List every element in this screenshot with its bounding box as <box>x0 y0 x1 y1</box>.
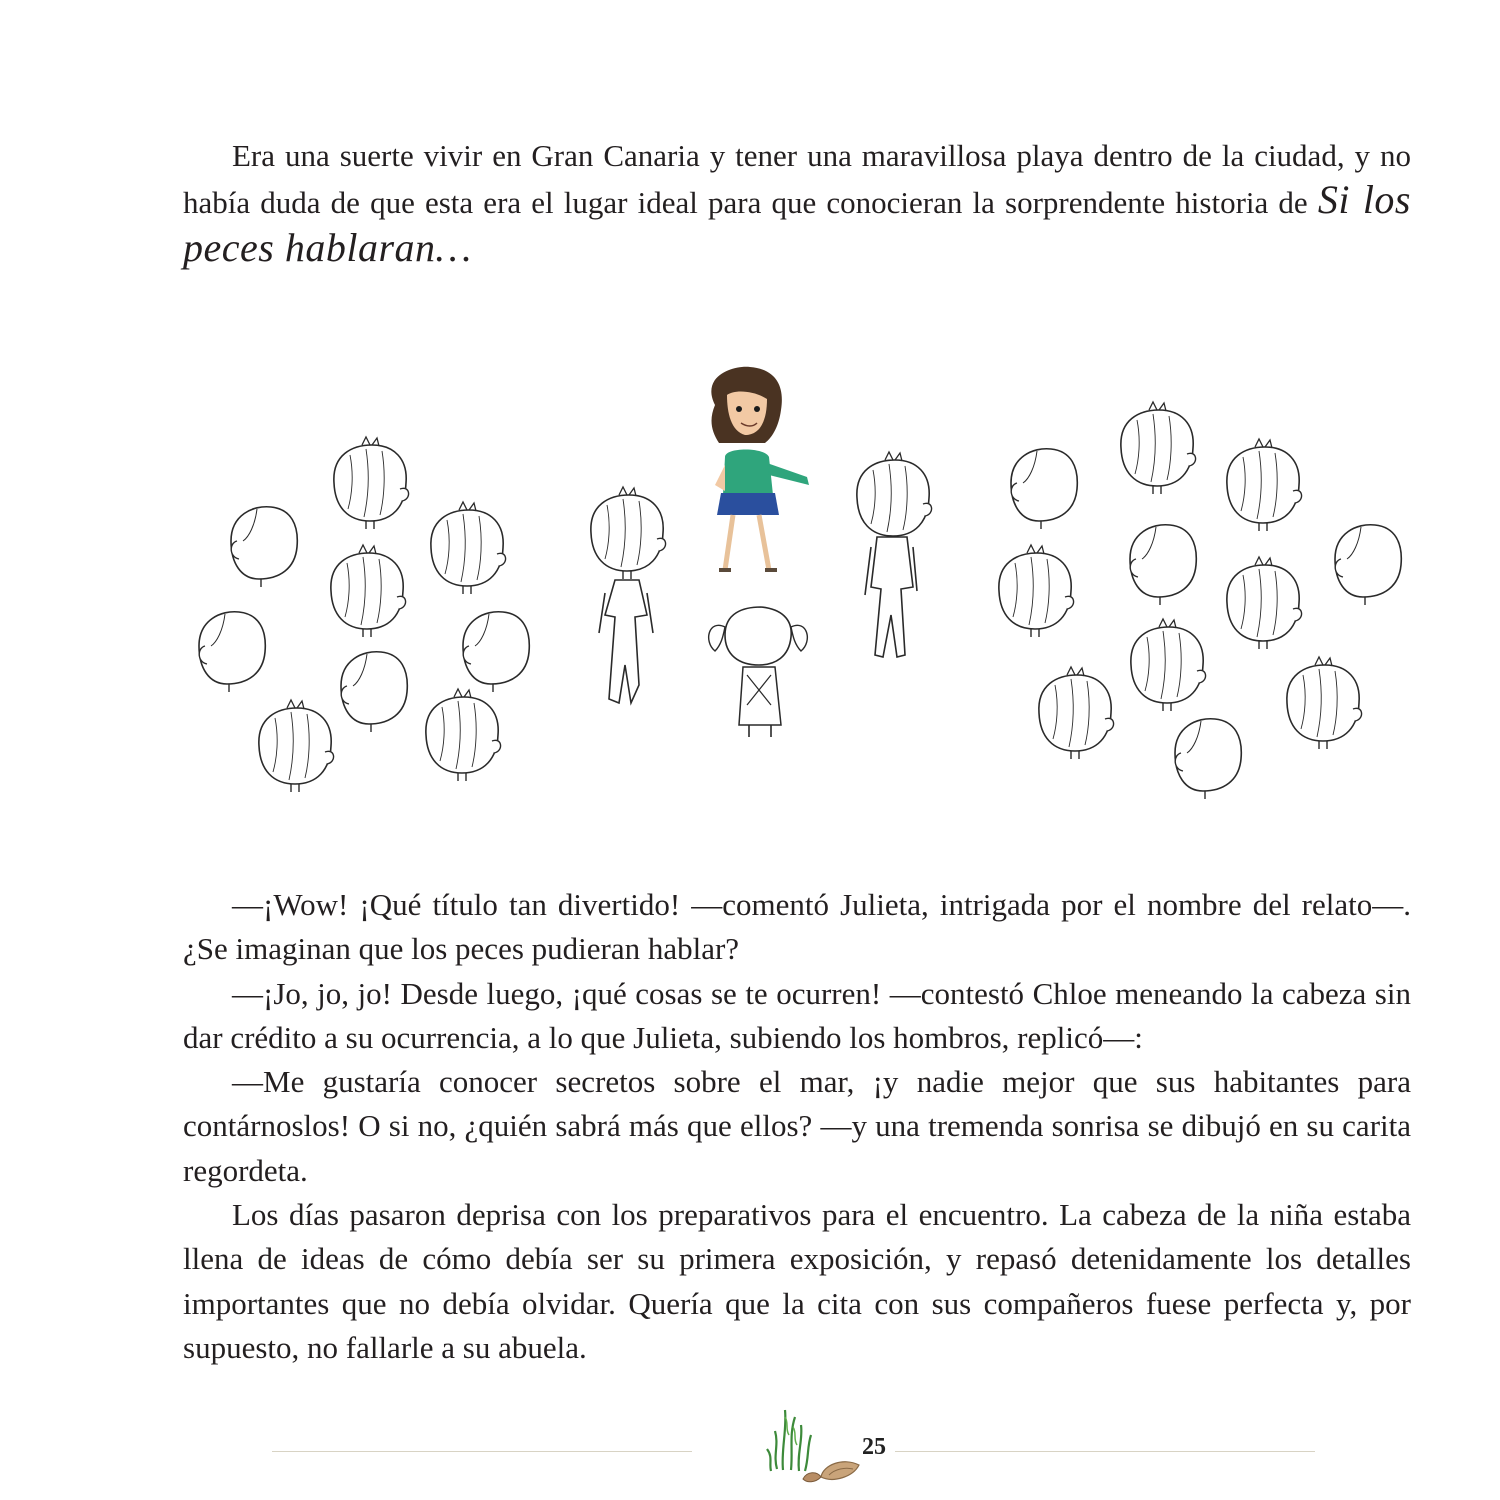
kid-head <box>1121 402 1196 494</box>
kid-head <box>1175 719 1241 799</box>
dialogue-paragraph: —¡Wow! ¡Qué título tan divertido! —comentó Julieta, intrigada por el nombre del relato—. ¿Se imaginan que los peces pudieran hablar? <box>183 887 1411 967</box>
intro-text <box>183 134 1411 273</box>
story-title: Si los peces hablaran… <box>183 177 1411 270</box>
dialogue-paragraph: Los días pasaron deprisa con los preparativos para el encuentro. La cabeza de la niña estaba llena de ideas de cómo debía ser su primera exposición, y repasó detenidamente los detalles importantes que no debía olvidar. Quería que la cita con sus compañeros fuese perfecta y, por supuesto, no fallarle a su abuela. <box>183 1197 1411 1365</box>
dialogue-paragraph: —¡Jo, jo, jo! Desde luego, ¡qué cosas se te ocurren! —contestó Chloe meneando la cabeza sin dar crédito a su ocurrencia, a lo que Julieta, subiendo los hombros, replicó—: <box>183 975 1411 1055</box>
kid-head <box>259 700 334 792</box>
dialogue-text <box>183 883 1411 1370</box>
kid-head <box>1227 557 1302 649</box>
kid-head <box>199 612 265 692</box>
classroom-illustration <box>195 365 1410 810</box>
kid-head <box>1227 439 1302 531</box>
kid-head <box>1011 449 1077 529</box>
kid-head <box>334 437 409 529</box>
page-number: 25 <box>862 1434 886 1460</box>
intro-sentence: Era una suerte vivir en Gran Canaria y tener una maravillosa playa dentro de la ciudad, y no había duda de que esta era el lugar ideal para que conocieran la sorprendente historia de <box>183 138 1411 221</box>
dialogue-paragraph: —Me gustaría conocer secretos sobre el mar, ¡y nadie mejor que sus habitantes para contárnoslos! O si no, ¿quién sabrá más que ellos? —y una tremenda sonrisa se dibujó en su carita regordeta. <box>183 1064 1411 1188</box>
kid-head <box>341 652 407 732</box>
kid-head <box>431 502 506 594</box>
kid-head <box>1335 525 1401 605</box>
kid-head <box>1131 619 1206 711</box>
footer-rule-right <box>895 1451 1315 1452</box>
pigtail-girl <box>709 607 808 737</box>
kid-head <box>231 507 297 587</box>
footer-rule-left <box>272 1451 692 1452</box>
seaweed-shell-icon <box>763 1405 863 1485</box>
girl-teacher <box>711 367 809 570</box>
intro-paragraph <box>183 134 1411 273</box>
kid-head <box>1039 667 1114 759</box>
standing-boy-left <box>591 487 666 703</box>
kid-head <box>1287 657 1362 749</box>
kid-head <box>331 545 406 637</box>
kid-head <box>1130 525 1196 605</box>
standing-boy-right <box>857 452 932 657</box>
kid-head <box>426 689 501 781</box>
kid-head <box>463 612 529 692</box>
kid-head <box>999 545 1074 637</box>
